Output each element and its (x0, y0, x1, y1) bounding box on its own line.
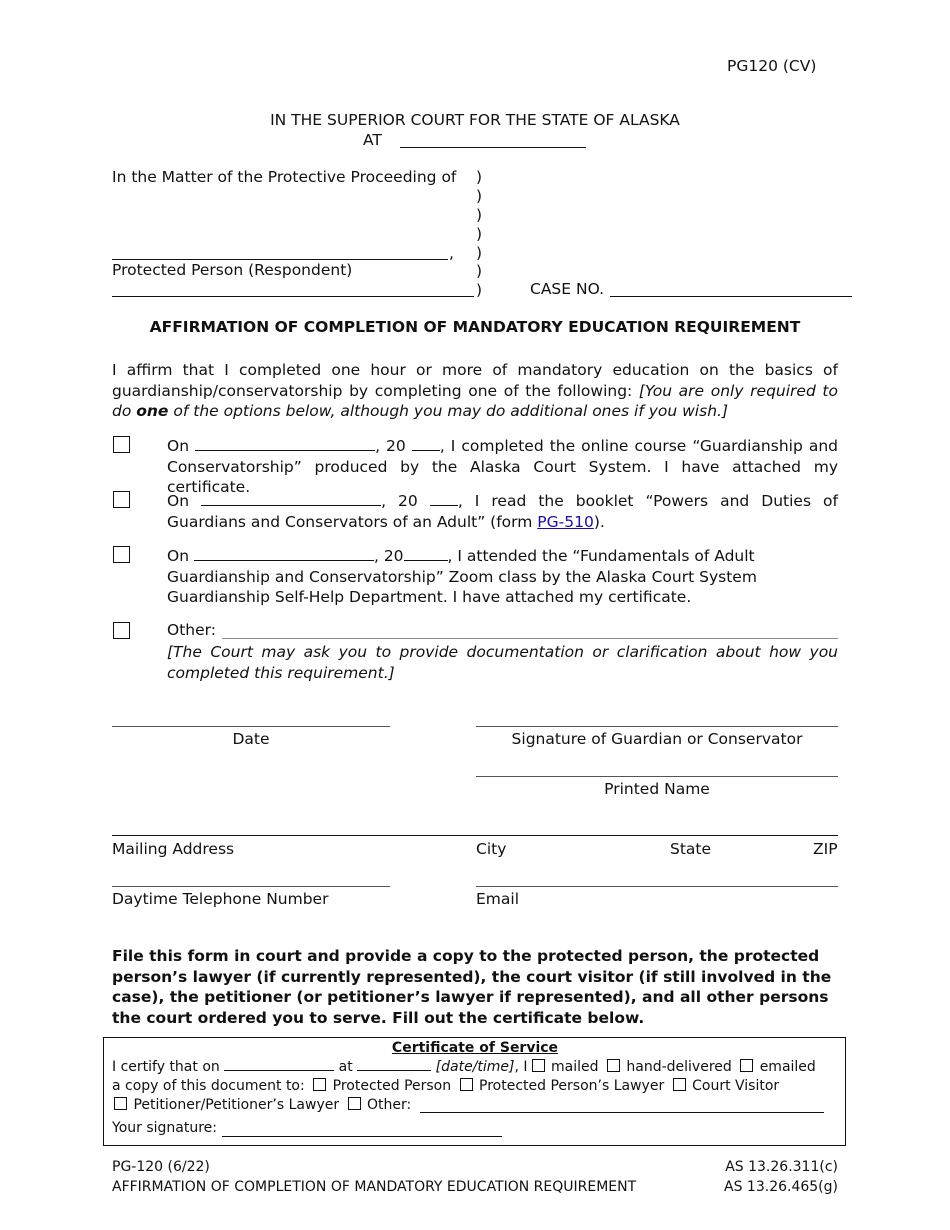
option1-year-field[interactable] (412, 449, 440, 451)
your-signature-label: Your signature: (112, 1120, 217, 1136)
option1-date-field[interactable] (195, 449, 375, 451)
date-label: Date (232, 730, 270, 748)
year-prefix: , 20 (381, 492, 418, 510)
option-booklet-text (167, 491, 838, 532)
option2-date-field[interactable] (201, 504, 381, 506)
pg510-link[interactable]: PG-510 (537, 512, 594, 531)
certificate-line-3 (112, 1097, 411, 1113)
protected-person-name-field[interactable] (112, 259, 448, 260)
footer-statute-1: AS 13.26.311(c) (725, 1159, 838, 1175)
certificate-line-2 (112, 1078, 779, 1094)
year-prefix: , 20 (373, 547, 404, 565)
option2-year-field[interactable] (430, 504, 458, 506)
court-visitor-label: Court Visitor (692, 1078, 780, 1094)
printed-name-label: Printed Name (604, 780, 710, 798)
form-code: PG120 (CV) (727, 57, 817, 75)
other-label: Other: (167, 621, 216, 639)
footer-title: AFFIRMATION OF COMPLETION OF MANDATORY EDUCATION REQUIREMENT (112, 1179, 637, 1195)
certificate-line-1 (112, 1059, 816, 1075)
option-online-course-text (167, 436, 838, 498)
certify-label: I certify that on (112, 1059, 220, 1075)
protected-person-checkbox[interactable] (313, 1078, 326, 1091)
on-label: On (167, 547, 190, 565)
copy-to-label: a copy of this document to: (112, 1078, 305, 1094)
mailed-checkbox[interactable] (532, 1059, 545, 1072)
caption-paren: ) (476, 244, 483, 262)
address-field[interactable] (112, 835, 838, 836)
caption-paren: ) (476, 168, 483, 186)
caption-bottom-line (112, 296, 474, 297)
case-no-field[interactable] (610, 296, 852, 297)
caption-paren: ) (476, 187, 483, 205)
option-zoom-class-checkbox[interactable] (113, 546, 130, 563)
petitioner-label: Petitioner/Petitioner’s Lawyer (133, 1097, 340, 1113)
footer-form-code: PG-120 (6/22) (112, 1159, 210, 1175)
certificate-time-field[interactable] (357, 1069, 431, 1071)
caption-paren: ) (476, 262, 483, 280)
option-zoom-class-text (167, 546, 838, 608)
city-label: City (476, 840, 507, 858)
form-heading: AFFIRMATION OF COMPLETION OF MANDATORY EDUCATION REQUIREMENT (149, 318, 801, 336)
printed-name-field[interactable] (476, 776, 838, 777)
option1-text: , I completed the online course “Guardianship and Conservatorship” produced by the Alaska Court System. I have attached my certificate. (167, 437, 838, 496)
case-no-label: CASE NO. (530, 280, 605, 298)
certificate-signature-field[interactable] (222, 1136, 502, 1137)
intro-paragraph (112, 360, 838, 422)
state-label: State (670, 840, 712, 858)
intro-note-b: of the options below, although you may do additional ones if you wish.] (168, 402, 728, 420)
at-label: at (338, 1059, 353, 1075)
email-field[interactable] (476, 886, 838, 887)
option-booklet-checkbox[interactable] (113, 491, 130, 508)
protected-person-cert-label: Protected Person (332, 1078, 452, 1094)
protected-person-label: Protected Person (Respondent) (112, 261, 353, 279)
zip-label: ZIP (813, 840, 838, 858)
option3-text: , I attended the “Fundamentals of Adult Guardianship and Conservatorship” Zoom class by the Alaska Court System Guardianship Self-Help Department. I have attached my certificate. (167, 547, 757, 606)
option-online-course-checkbox[interactable] (113, 436, 130, 453)
option2-text-a: , I read the booklet “Powers and Duties of Guardians and Conservators of an Adult” (form (167, 492, 838, 531)
filing-instructions: File this form in court and provide a copy to the protected person, the protected person’s lawyer (if currently represented), the court visitor (if still involved in the case), the petitioner (or petitioner’s lawyer if represented), and all other persons the court ordered you to serve. Fill out the certificate below. (112, 947, 832, 1027)
court-location-field[interactable] (400, 147, 586, 148)
option-other-checkbox[interactable] (113, 622, 130, 639)
emailed-label: emailed (759, 1059, 816, 1075)
hand-delivered-checkbox[interactable] (607, 1059, 620, 1072)
year-prefix: , 20 (375, 437, 406, 455)
other-recipient-field[interactable] (420, 1112, 824, 1113)
option3-year-field[interactable] (404, 559, 448, 561)
signature-field[interactable] (476, 726, 838, 727)
hand-delivered-label: hand-delivered (626, 1059, 732, 1075)
footer-statute-2: AS 13.26.465(g) (724, 1179, 838, 1195)
emailed-checkbox[interactable] (740, 1059, 753, 1072)
caption-paren: ) (476, 281, 483, 299)
other-recipient-label: Other: (367, 1097, 412, 1113)
option3-date-field[interactable] (194, 559, 374, 561)
petitioner-checkbox[interactable] (114, 1097, 127, 1110)
mailing-address-label: Mailing Address (112, 840, 235, 858)
option2-text-b: ). (593, 512, 605, 531)
mailed-label: mailed (550, 1059, 599, 1075)
certificate-date-field[interactable] (224, 1069, 334, 1071)
phone-label: Daytime Telephone Number (112, 890, 329, 908)
intro-note-bold: one (136, 402, 169, 420)
intro-note-a: [You are only required to do (112, 381, 838, 420)
email-label: Email (476, 890, 520, 908)
date-field[interactable] (112, 726, 390, 727)
pp-lawyer-checkbox[interactable] (460, 1078, 473, 1091)
other-description-field[interactable] (222, 638, 838, 639)
court-at-label: AT (363, 131, 382, 149)
phone-field[interactable] (112, 886, 390, 887)
caption-paren: ) (476, 206, 483, 224)
on-label: On (167, 492, 190, 510)
matter-label: In the Matter of the Protective Proceeding of (112, 168, 457, 186)
i-label: , I (514, 1059, 528, 1075)
other-recipient-checkbox[interactable] (348, 1097, 361, 1110)
certificate-title: Certificate of Service (391, 1040, 559, 1056)
other-note: [The Court may ask you to provide documentation or clarification about how you completed this requirement.] (167, 643, 838, 682)
intro-text: I affirm that I completed one hour or more of mandatory education on the basics of guardianship/conservatorship by completing one of the following: (112, 361, 838, 400)
caption-comma: , (449, 244, 454, 262)
datetime-note: [date/time] (435, 1059, 515, 1075)
signature-label: Signature of Guardian or Conservator (511, 730, 803, 748)
on-label: On (167, 437, 190, 455)
pp-lawyer-label: Protected Person’s Lawyer (479, 1078, 665, 1094)
court-title: IN THE SUPERIOR COURT FOR THE STATE OF ALASKA (270, 111, 680, 129)
court-visitor-checkbox[interactable] (673, 1078, 686, 1091)
caption-paren: ) (476, 225, 483, 243)
